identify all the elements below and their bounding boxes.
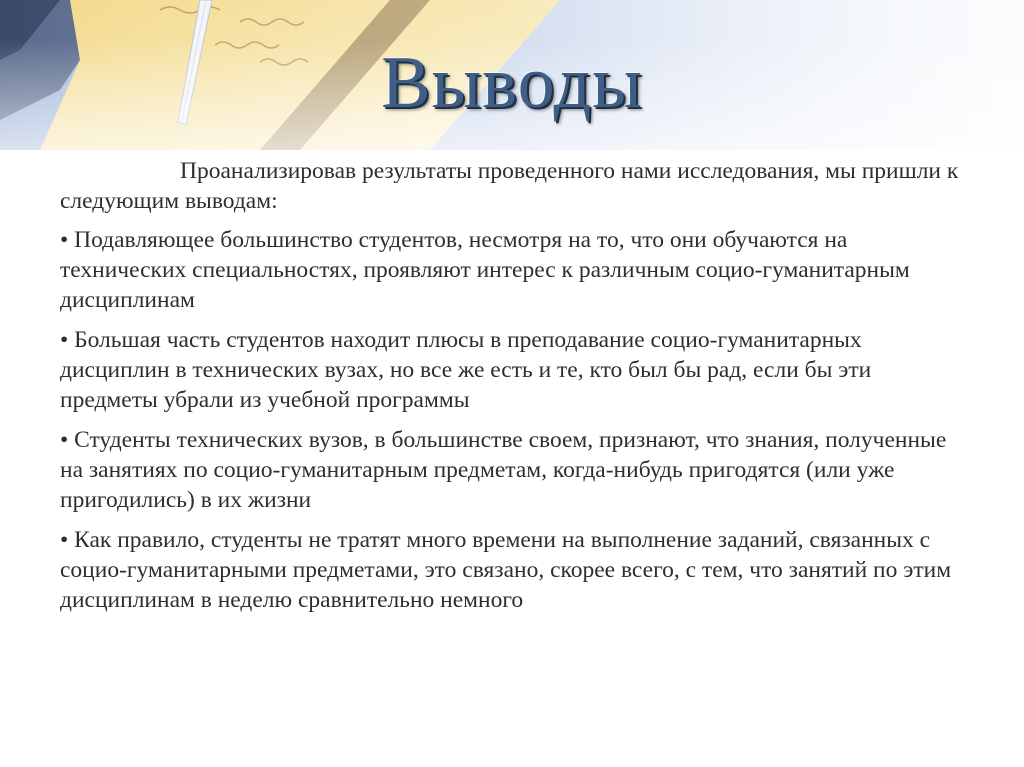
bullet-text: Большая часть студентов находит плюсы в преподавание социо-гуманитарных дисциплин в технических вузах, но все же есть и те, кто был бы рад, если бы эти предметы убрали из учебной программы bbox=[60, 327, 872, 413]
bullet-marker: • bbox=[60, 227, 69, 253]
bullet-text: Подавляющее большинство студентов, несмотря на то, что они обучаются на технических специальностях, проявляют интерес к различным социо-гуманитарным дисциплинам bbox=[60, 227, 910, 313]
slide-body bbox=[60, 156, 970, 625]
slide-title: Выводы bbox=[381, 42, 643, 124]
bullet-item bbox=[60, 525, 970, 615]
intro-paragraph: Проанализировав результаты проведенного нами исследования, мы пришли к следующим выводам: bbox=[60, 158, 959, 214]
bullet-item bbox=[60, 325, 970, 415]
bullet-marker: • bbox=[60, 527, 69, 553]
bullet-item bbox=[60, 425, 970, 515]
bullet-text: Студенты технических вузов, в большинстве своем, признают, что знания, полученные на занятиях по социо-гуманитарным предметам, когда-нибудь пригодятся (или уже пригодились) в их жизни bbox=[60, 427, 947, 513]
bullet-item bbox=[60, 225, 970, 315]
bullet-text: Как правило, студенты не тратят много времени на выполнение заданий, связанных с социо-гуманитарными предметами, это связано, скорее всего, с тем, что занятий по этим дисциплинам в неделю сравнительно немного bbox=[60, 527, 952, 613]
bullet-marker: • bbox=[60, 427, 69, 453]
bullet-marker: • bbox=[60, 327, 69, 353]
